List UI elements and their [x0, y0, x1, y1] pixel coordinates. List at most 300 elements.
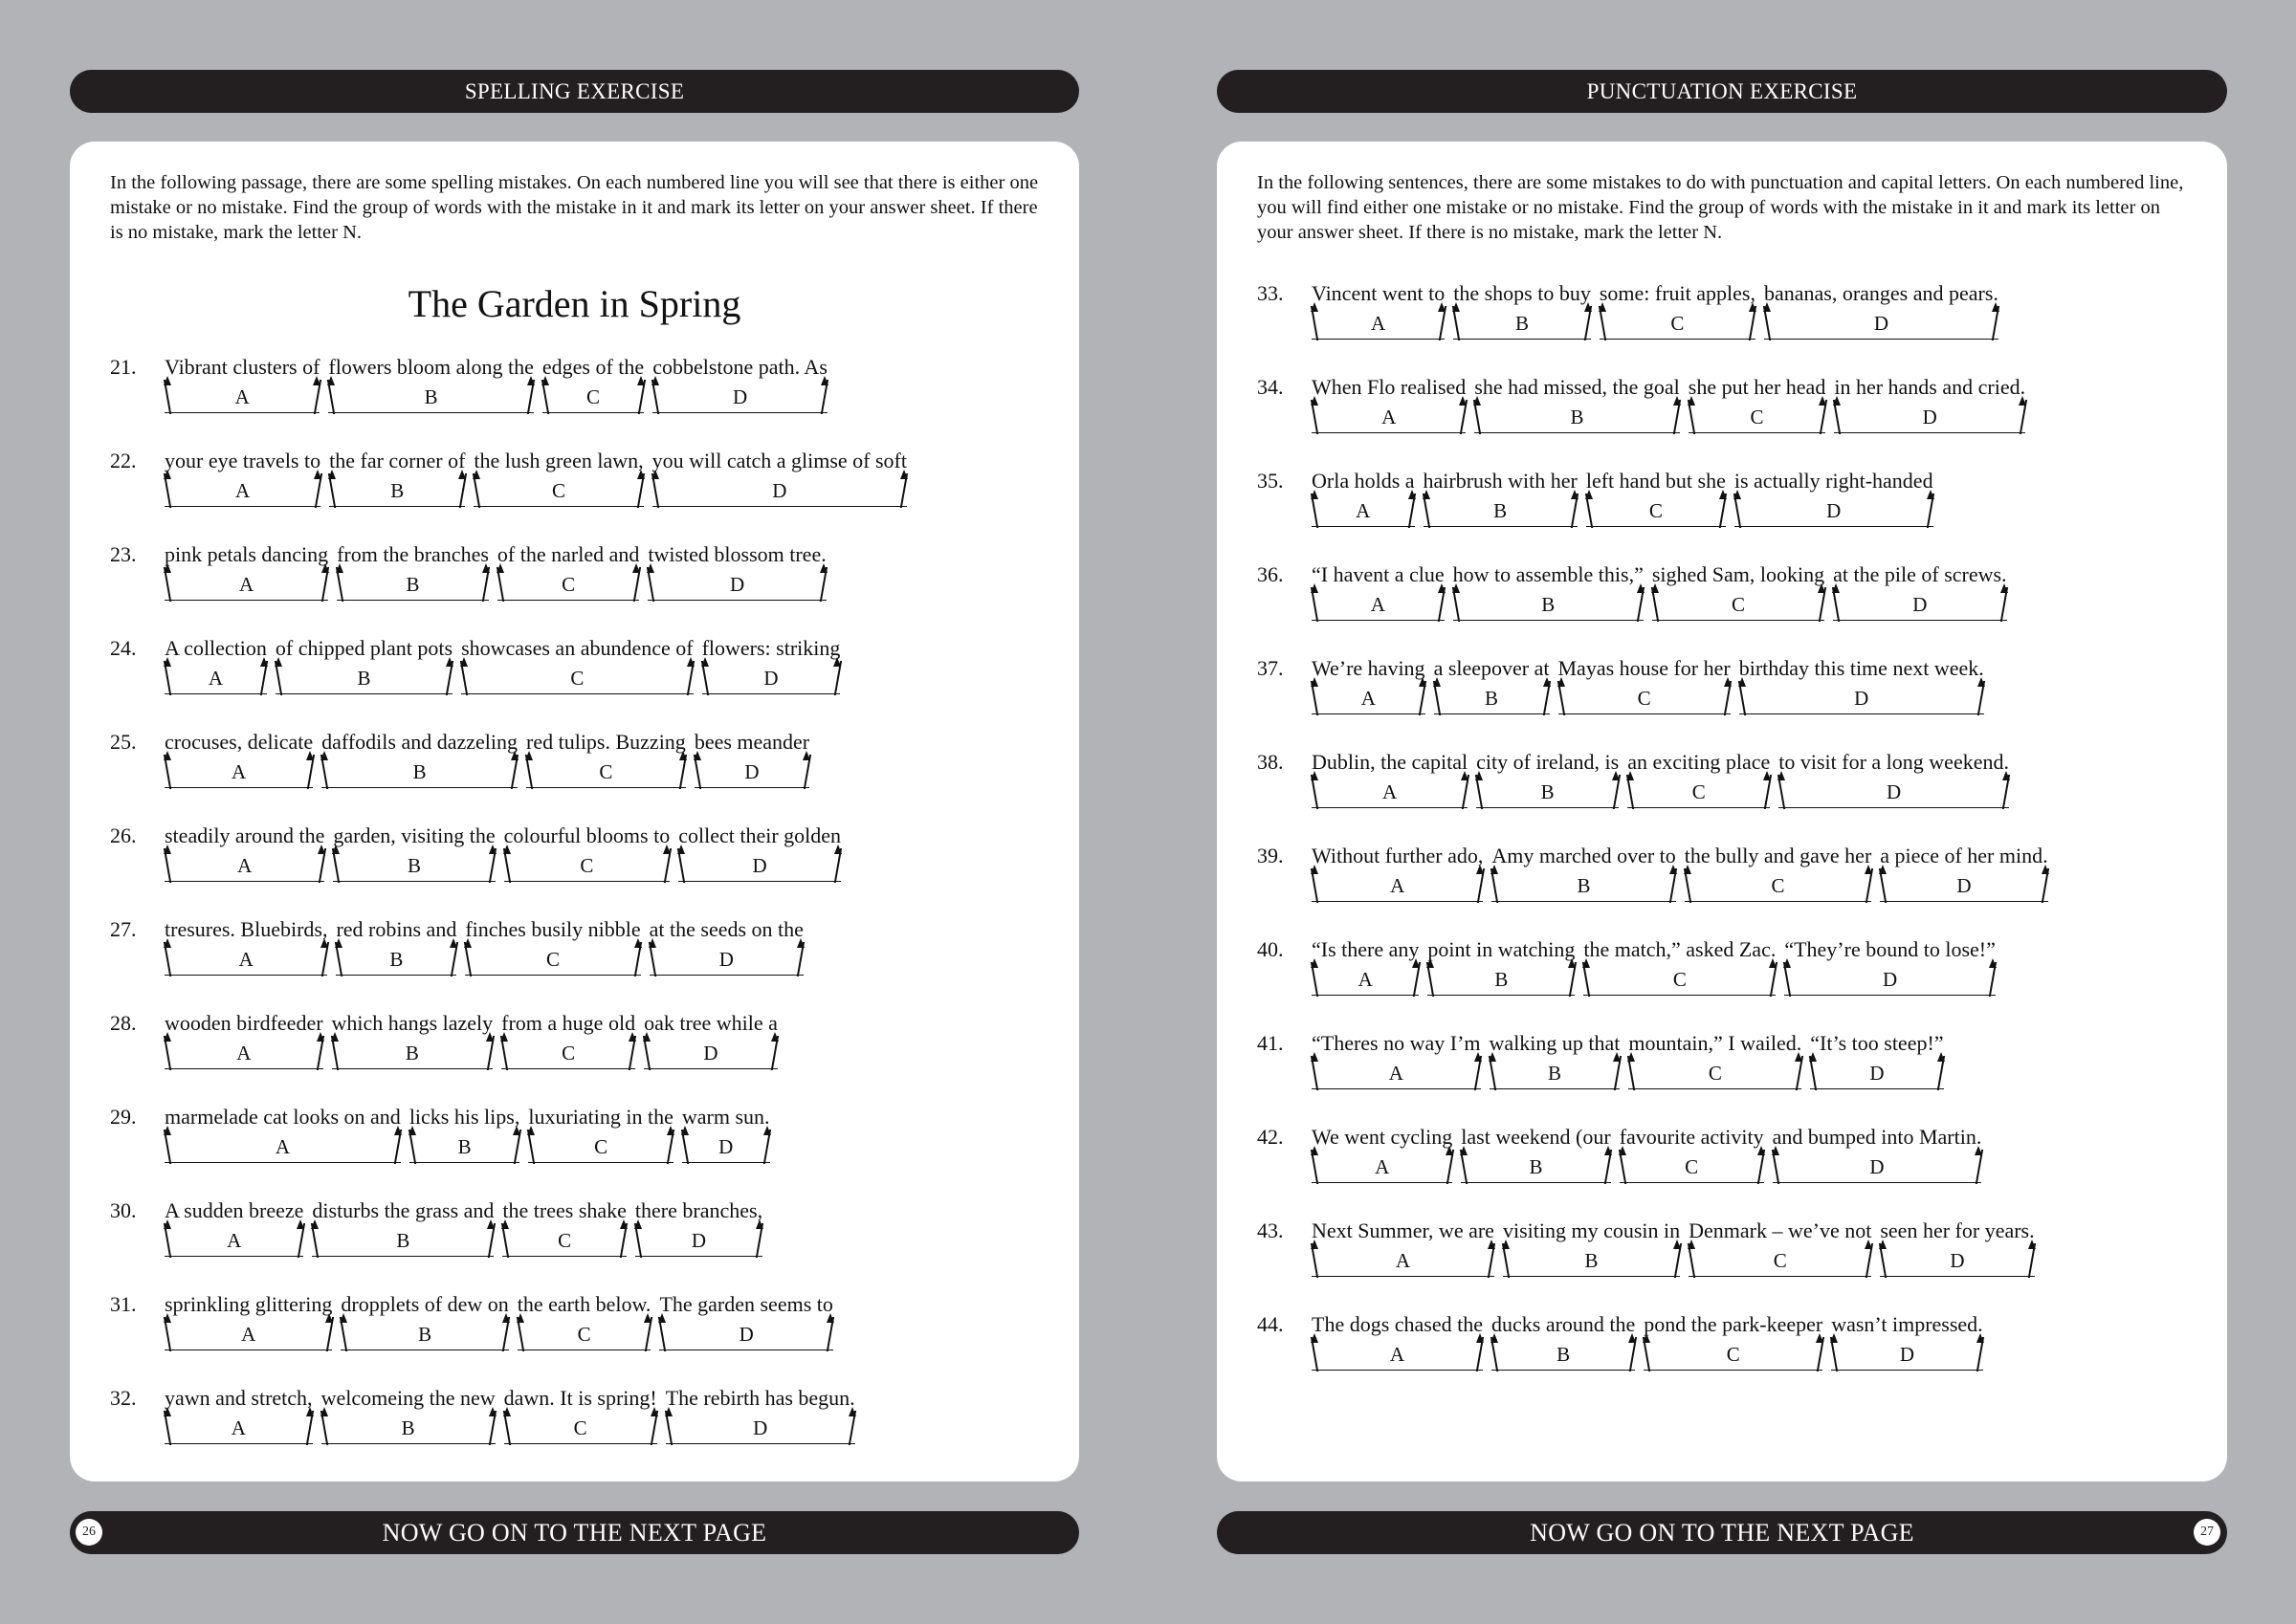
arrow-up-icon [2000, 583, 2008, 593]
arrow-up-icon [651, 1407, 658, 1416]
segment-letter: B [1485, 687, 1499, 710]
segment-bracket [648, 571, 826, 601]
segment-text: The dogs chased the [1312, 1312, 1483, 1336]
arrow-up-icon [458, 470, 466, 479]
segment-text: ducks around the [1491, 1312, 1636, 1336]
arrow-up-icon [320, 938, 328, 948]
arrow-up-icon [513, 1126, 520, 1135]
segment-letter: A [1390, 874, 1405, 897]
segment-text: “Is there any [1312, 937, 1420, 961]
segment-letter: D [752, 854, 767, 877]
segment-text: Without further ado, [1312, 844, 1484, 867]
segment-letter: B [408, 854, 422, 877]
question-number: 37. [1257, 656, 1284, 680]
arrow-up-icon [1763, 771, 1771, 780]
question-sentence [165, 1386, 864, 1480]
arrow-up-icon [1976, 1333, 1984, 1343]
answer-segment [1628, 1031, 1802, 1085]
segment-text: of chipped plant pots [275, 636, 453, 660]
segment-text: an exciting place [1627, 750, 1771, 774]
segment-text: is actually right-handed [1733, 469, 1933, 493]
answer-segment [1880, 844, 2048, 897]
segment-text: how to assemble this,” [1452, 562, 1644, 586]
arrow-up-icon [517, 1313, 524, 1323]
arrow-up-icon [1619, 1146, 1626, 1155]
arrow-up-icon [1543, 677, 1551, 687]
segment-letter: D [1887, 780, 1902, 803]
arrow-up-icon [1613, 1052, 1621, 1062]
arrow-up-icon [644, 1313, 651, 1323]
punctuation-instructions: In the following sentences, there are some mistakes to do with punctuation and capital letters. On each numbered line, you will find either one mistake or no mistake. Find the group of words with the mistake in it and mark its letter on your answer sheet. If there is no mistake, mark the letter N. [1257, 172, 2184, 243]
answer-segment [1453, 281, 1591, 335]
segment-letter: D [744, 760, 760, 783]
segment-letter: A [1360, 687, 1376, 710]
segment-text: daffodils and dazzeling [321, 730, 518, 754]
arrow-up-icon [320, 751, 328, 760]
segment-bracket [1453, 310, 1591, 340]
question-sentence [1312, 281, 2007, 375]
segment-letter: C [1648, 499, 1663, 522]
question-number: 22. [110, 449, 137, 472]
arrow-up-icon [260, 657, 268, 667]
question-number: 39. [1257, 844, 1284, 867]
answer-segment [652, 355, 828, 408]
arrow-up-icon [679, 751, 687, 760]
segment-bracket [165, 1415, 313, 1444]
segment-text: “It’s too steep!” [1810, 1031, 1944, 1055]
question-number: 24. [110, 636, 137, 660]
segment-bracket [341, 1321, 508, 1350]
arrow-up-icon [1459, 396, 1467, 406]
arrow-up-icon [632, 563, 640, 573]
arrow-up-icon [1977, 677, 1985, 687]
arrow-up-icon [694, 751, 701, 760]
segment-text: collect their golden [678, 823, 842, 847]
arrow-up-icon [651, 470, 659, 479]
arrow-up-icon [311, 1219, 319, 1229]
question-sentence [1312, 656, 1993, 750]
answer-segment [312, 1198, 495, 1252]
segment-bracket [1474, 404, 1679, 433]
segment-letter: C [594, 1135, 608, 1158]
segment-bracket [465, 946, 640, 976]
arrow-up-icon [667, 1126, 674, 1135]
answer-segment [678, 823, 842, 877]
segment-text: flowers: striking [701, 636, 841, 660]
arrow-up-icon [1423, 490, 1430, 499]
answer-segment [1312, 844, 1484, 897]
segment-bracket [1600, 310, 1755, 340]
segment-letter: A [1381, 780, 1398, 803]
segment-text: the shops to buy [1453, 281, 1591, 305]
answer-segment [1833, 562, 2007, 616]
question-sentence [1312, 1031, 1953, 1125]
arrow-up-icon [1311, 302, 1318, 312]
segment-text: you will catch a glimse of soft [651, 449, 907, 472]
segment-text: colourful blooms to [503, 823, 671, 847]
arrow-up-icon [1816, 1333, 1823, 1343]
segment-letter: A [237, 854, 253, 877]
arrow-up-icon [1757, 1146, 1765, 1155]
segment-letter: A [231, 760, 247, 783]
arrow-up-icon [665, 1407, 673, 1416]
question-number: 34. [1257, 375, 1284, 399]
segment-letter: A [1375, 1155, 1390, 1178]
answer-segment [1312, 656, 1425, 710]
segment-text: city of ireland, is [1476, 750, 1620, 774]
segment-text: pink petals dancing [165, 542, 329, 566]
arrow-up-icon [464, 938, 472, 948]
arrow-up-icon [756, 1219, 763, 1229]
question-row [1257, 656, 2187, 750]
segment-letter: B [424, 385, 438, 408]
question-row [1257, 375, 2187, 469]
segment-letter: B [1540, 780, 1555, 803]
answer-segment [165, 730, 314, 783]
arrow-up-icon [164, 1219, 171, 1229]
arrow-up-icon [327, 376, 335, 385]
segment-text: Vibrant clusters of [165, 355, 320, 379]
arrow-up-icon [489, 845, 497, 854]
question-sentence [165, 1105, 779, 1198]
arrow-up-icon [634, 1219, 642, 1229]
arrow-up-icon [820, 563, 828, 573]
answer-segment [1733, 469, 1933, 522]
arrow-up-icon [681, 1126, 689, 1135]
segment-letter: B [1515, 312, 1530, 335]
answer-segment [1427, 937, 1576, 991]
answer-segment [1461, 1125, 1611, 1178]
segment-text: luxuriating in the [528, 1105, 673, 1129]
segment-bracket [276, 665, 453, 694]
segment-text: dropplets of dew on [341, 1292, 509, 1316]
answer-segment [337, 542, 489, 596]
segment-bracket [1434, 685, 1550, 714]
arrow-up-icon [321, 563, 329, 573]
arrow-up-icon [1937, 1052, 1945, 1062]
segment-letter: A [231, 1416, 246, 1439]
segment-letter: A [1395, 1249, 1411, 1272]
arrow-up-icon [1927, 490, 1934, 499]
segment-bracket [165, 1133, 401, 1163]
question-number: 27. [110, 917, 137, 941]
segment-letter: B [457, 1135, 472, 1158]
answer-segment [694, 730, 810, 783]
segment-text: sighed Sam, looking [1651, 562, 1825, 586]
segment-text: from the branches [337, 542, 489, 566]
segment-bracket [1427, 966, 1575, 996]
question-sentence [165, 1292, 842, 1386]
arrow-up-icon [450, 938, 457, 948]
segment-letter: B [1529, 1155, 1543, 1178]
question-row [110, 1292, 1039, 1386]
arrow-up-icon [1311, 771, 1318, 780]
segment-bracket [650, 946, 804, 976]
arrow-up-icon [634, 938, 642, 948]
segment-text: bees meander [694, 730, 810, 754]
segment-bracket [497, 571, 639, 601]
segment-bracket [635, 1227, 762, 1257]
question-sentence [165, 636, 849, 730]
question-number: 21. [110, 355, 137, 379]
arrow-up-icon [164, 376, 171, 385]
question-row [110, 1198, 1039, 1292]
arrow-up-icon [503, 1407, 511, 1416]
question-row [1257, 281, 2187, 375]
segment-letter: B [1577, 874, 1591, 897]
arrow-up-icon [1769, 958, 1777, 968]
arrow-up-icon [1628, 1333, 1636, 1343]
segment-bracket [1312, 404, 1466, 433]
arrow-up-icon [1568, 958, 1576, 968]
question-row [1257, 844, 2187, 937]
segment-bracket [1476, 779, 1619, 808]
segment-text: Mayas house for her [1557, 656, 1731, 680]
segment-letter: C [599, 760, 613, 783]
segment-letter: B [390, 479, 405, 502]
segment-bracket [321, 758, 518, 788]
segment-bracket [504, 852, 671, 882]
arrow-up-icon [1612, 771, 1620, 780]
arrow-up-icon [314, 470, 321, 479]
arrow-up-icon [164, 845, 171, 854]
arrow-up-icon [1651, 583, 1659, 593]
segment-letter: C [562, 573, 576, 596]
question-number: 33. [1257, 281, 1284, 305]
segment-text: the far corner of [329, 449, 466, 472]
arrow-up-icon [1452, 583, 1460, 593]
arrow-up-icon [164, 470, 171, 479]
segment-text: marmelade cat looks on and [165, 1105, 401, 1129]
arrow-up-icon [1599, 302, 1606, 312]
arrow-up-icon [1795, 1052, 1802, 1062]
segment-text: left hand but she [1585, 469, 1726, 493]
segment-bracket [1583, 966, 1776, 996]
arrow-up-icon [1474, 1052, 1482, 1062]
question-number: 30. [110, 1198, 137, 1222]
question-number: 41. [1257, 1031, 1284, 1055]
arrow-up-icon [328, 470, 336, 479]
arrow-up-icon [643, 1032, 651, 1042]
segment-bracket [165, 946, 327, 976]
arrow-up-icon [1438, 302, 1446, 312]
arrow-up-icon [408, 1126, 416, 1135]
segment-letter: B [412, 760, 427, 783]
segment-letter: B [357, 667, 371, 690]
question-number: 40. [1257, 937, 1284, 961]
segment-text: finches busily nibble [465, 917, 641, 941]
question-number: 35. [1257, 469, 1284, 493]
arrow-up-icon [1865, 865, 1872, 874]
segment-text: point in watching [1427, 937, 1576, 961]
segment-letter: D [732, 385, 748, 408]
segment-text: red tulips. Buzzing [526, 730, 686, 754]
segment-bracket [542, 384, 644, 413]
segment-text: the earth below. [517, 1292, 651, 1316]
segment-letter: D [1854, 687, 1869, 710]
arrow-up-icon [446, 657, 453, 667]
answer-segment [331, 1011, 494, 1064]
question-row [110, 1105, 1039, 1198]
arrow-up-icon [527, 376, 535, 385]
segment-text: dawn. It is spring! [503, 1386, 657, 1410]
segment-text: wasn’t impressed. [1831, 1312, 1983, 1336]
segment-text: the bully and gave her [1684, 844, 1872, 867]
arrow-up-icon [331, 1032, 339, 1042]
answer-segment [329, 449, 466, 502]
arrow-up-icon [1749, 302, 1756, 312]
segment-letter: A [234, 479, 251, 502]
segment-letter: D [691, 1229, 707, 1252]
left-header-bar [70, 70, 1079, 113]
arrow-up-icon [275, 657, 282, 667]
segment-bracket [165, 571, 328, 601]
segment-text: We went cycling [1312, 1125, 1453, 1149]
arrow-up-icon [313, 376, 320, 385]
segment-text: in her hands and cried. [1834, 375, 2026, 399]
answer-segment [1772, 1125, 1982, 1178]
segment-letter: A [1371, 312, 1386, 335]
segment-letter: B [401, 1416, 415, 1439]
arrow-up-icon [1719, 490, 1727, 499]
arrow-up-icon [701, 657, 709, 667]
segment-bracket [1689, 1247, 1871, 1277]
arrow-up-icon [1489, 1052, 1496, 1062]
answer-segment [1738, 656, 1984, 710]
segment-bracket [682, 1133, 770, 1163]
arrow-up-icon [164, 1407, 171, 1416]
segment-letter: B [1547, 1062, 1561, 1085]
arrow-up-icon [803, 751, 810, 760]
arrow-up-icon [1311, 1333, 1318, 1343]
segment-bracket [1503, 1247, 1680, 1277]
arrow-up-icon [1476, 1333, 1484, 1343]
answer-segment [275, 636, 453, 690]
arrow-up-icon [1412, 958, 1420, 968]
segment-letter: C [1731, 593, 1745, 616]
segment-letter: C [570, 667, 585, 690]
arrow-up-icon [164, 751, 171, 760]
segment-text: favourite activity [1619, 1125, 1764, 1149]
arrow-up-icon [1724, 677, 1732, 687]
answer-segment [1688, 375, 1826, 428]
segment-text: at the seeds on the [649, 917, 804, 941]
question-sentence [1312, 1218, 2043, 1312]
arrow-up-icon [1475, 771, 1483, 780]
arrow-up-icon [1637, 583, 1645, 593]
arrow-up-icon [1733, 490, 1741, 499]
answer-segment [665, 1386, 855, 1439]
arrow-up-icon [297, 1219, 304, 1229]
question-row [110, 542, 1039, 636]
answer-segment [1312, 937, 1420, 991]
segment-bracket [1312, 1341, 1483, 1371]
page-number-right: 27 [2194, 1519, 2220, 1546]
answer-segment [165, 1386, 313, 1439]
segment-bracket [1739, 685, 1984, 714]
arrow-up-icon [503, 845, 511, 854]
segment-bracket [702, 665, 841, 694]
segment-bracket [328, 384, 533, 413]
question-row [1257, 750, 2187, 844]
segment-bracket [329, 477, 465, 507]
segment-bracket [1685, 872, 1872, 902]
arrow-up-icon [1673, 1240, 1681, 1249]
arrow-up-icon [1488, 1240, 1495, 1249]
question-sentence [1312, 1125, 1990, 1218]
segment-text: tresures. Bluebirds, [165, 917, 328, 941]
segment-letter: D [753, 1416, 768, 1439]
segment-text: the lush green lawn, [474, 449, 644, 472]
arrow-up-icon [1879, 865, 1887, 874]
segment-bracket [1312, 966, 1419, 996]
question-number: 25. [110, 730, 137, 754]
arrow-up-icon [1989, 958, 1997, 968]
segment-bracket [1312, 497, 1415, 527]
arrow-up-icon [394, 1126, 402, 1135]
arrow-up-icon [1832, 583, 1840, 593]
answer-segment [1810, 1031, 1944, 1085]
segment-letter: C [1708, 1062, 1722, 1085]
arrow-up-icon [336, 563, 343, 573]
segment-text: A collection [165, 636, 267, 660]
segment-bracket [652, 384, 828, 413]
segment-bracket [644, 1040, 778, 1069]
segment-bracket [321, 1415, 496, 1444]
segment-letter: A [241, 1323, 256, 1346]
segment-bracket [1773, 1153, 1982, 1183]
segment-letter: C [562, 1042, 576, 1064]
answer-segment [644, 1011, 778, 1064]
arrow-up-icon [1772, 1146, 1779, 1155]
arrow-up-icon [473, 470, 480, 479]
answer-segment [1684, 844, 1872, 897]
segment-text: bananas, oranges and pears. [1763, 281, 1998, 305]
segment-letter: C [1672, 968, 1687, 991]
question-row [1257, 1218, 2187, 1312]
segment-text: warm sun. [681, 1105, 770, 1129]
answer-segment [1599, 281, 1755, 335]
answer-segment [1312, 562, 1445, 616]
question-sentence [1312, 937, 2004, 1031]
question-row [1257, 1312, 2187, 1406]
segment-letter: D [1899, 1343, 1915, 1366]
segment-bracket [1689, 404, 1826, 433]
question-sentence [165, 355, 836, 449]
segment-letter: D [1883, 968, 1898, 991]
answer-segment [465, 917, 641, 971]
arrow-up-icon [637, 470, 645, 479]
answer-segment [461, 636, 694, 690]
segment-letter: B [1584, 1249, 1599, 1272]
answer-segment [1502, 1218, 1681, 1272]
answer-segment [1651, 562, 1825, 616]
answer-segment [1583, 937, 1777, 991]
arrow-up-icon [1783, 958, 1791, 968]
arrow-up-icon [1777, 771, 1785, 780]
arrow-up-icon [1688, 1240, 1695, 1249]
arrow-up-icon [1684, 865, 1691, 874]
arrow-up-icon [1865, 1240, 1872, 1249]
segment-text: Orla holds a [1312, 469, 1415, 493]
arrow-up-icon [164, 938, 171, 948]
segment-letter: C [545, 948, 560, 971]
segment-letter: B [1493, 499, 1508, 522]
answer-segment [1644, 1312, 1823, 1366]
segment-text: flowers bloom along the [328, 355, 534, 379]
segment-bracket [1312, 591, 1445, 621]
segment-letter: A [1388, 1062, 1403, 1085]
